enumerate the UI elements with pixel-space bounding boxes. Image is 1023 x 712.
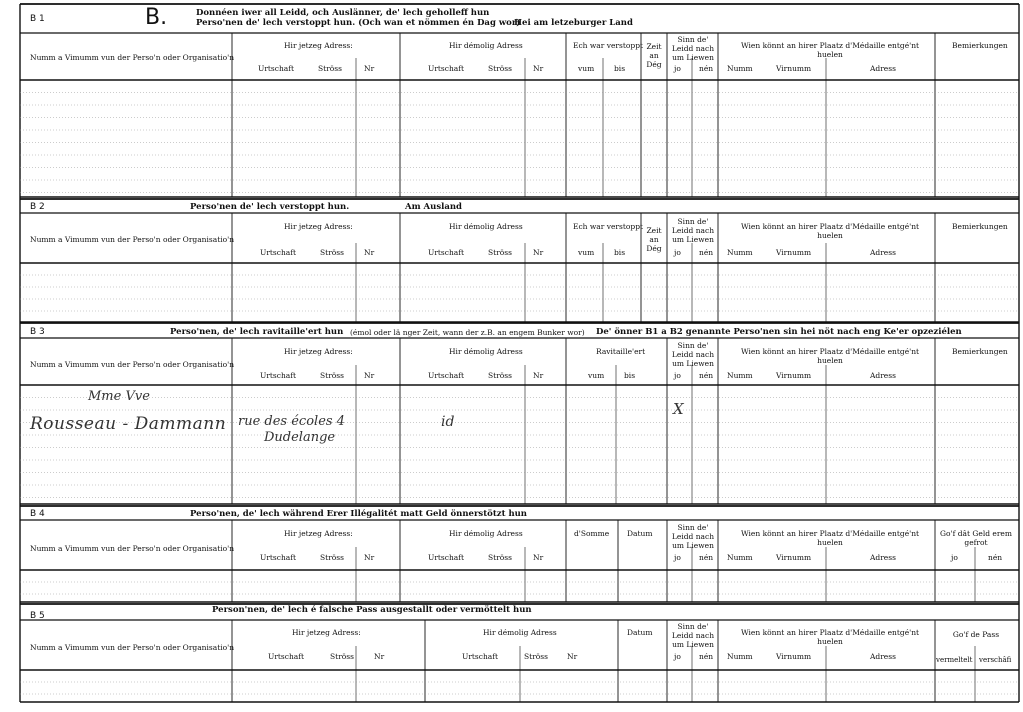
b4-yes-header: jo [674, 553, 681, 562]
b1-name-header: Numm a Vimumm vun der Perso'n oder Organisatio'n [30, 53, 235, 62]
b5-place-header: Urtschaft [268, 652, 305, 661]
b3-former-place-header: Urtschaft [428, 371, 465, 380]
b1-title-right: Hei am letzeburger Land [514, 18, 633, 28]
b3-firstname-header: Virnumm [776, 371, 812, 380]
b3-until-header: bis [624, 371, 636, 380]
b3-from-header: vum [588, 371, 605, 380]
b5-former-street-header: Ströss [524, 652, 548, 661]
b2-former-street-header: Ströss [488, 248, 512, 257]
b3-no-header: nén [699, 371, 714, 380]
b4-number-header: Nr [364, 553, 375, 562]
b5-medal-header: Wien könnt an hirer Plaatz d'Médaille entgé'nt huelen [740, 628, 920, 646]
b2-former-address-header: Hir démolig Adress [449, 222, 523, 231]
b2-former-place-header: Urtschaft [428, 248, 465, 257]
b2-current-address-header: Hir jetzeg Adress: [284, 222, 353, 231]
b3-supplied-header: Ravitaille'ert [596, 347, 646, 356]
b1-firstname-header: Virnumm [776, 64, 812, 73]
b1-until-header: bis [614, 64, 626, 73]
b2-remarks-header: Bemierkungen [952, 222, 1008, 231]
b2-section-id: B 2 [30, 202, 45, 212]
b3-surname-header: Numm [727, 371, 753, 380]
b4-sum-header: d'Somme [574, 529, 610, 538]
b4-date-header: Datum [627, 529, 653, 538]
b1-title-line1: Donnéen iwer all Leidd, och Auslänner, de' lech geholleff hun [196, 8, 490, 18]
b3-title-tail: De' önner B1 a B2 genannte Perso'nen sin hei nöt nach eng Ke'er opzeziélen [596, 327, 962, 337]
b3-former-address-header: Hir démolig Adress [449, 347, 523, 356]
b4-place-header: Urtschaft [260, 553, 297, 562]
b5-pass-lost: verschâfi [979, 656, 1012, 664]
form-letter: B. [145, 5, 168, 30]
b1-section-id: B 1 [30, 14, 45, 24]
b5-section-id: B 5 [30, 611, 45, 621]
b5-current-address-header: Hir jetzeg Adress: [292, 628, 361, 637]
b5-pass-header: Go'f de Pass [952, 630, 1000, 639]
b1-medal-header: Wien könnt an hirer Plaatz d'Médaille entgé'nt huelen [740, 41, 920, 59]
b5-firstname-header: Virnumm [776, 652, 812, 661]
b3-address-header: Adress [870, 371, 896, 380]
b1-title-line2: Perso'nen de' lech verstoppt hun. (Och wan et nömmen én Dag wor) [196, 18, 521, 28]
b1-hidden-header: Ech war verstoppt [573, 41, 644, 50]
b4-section-id: B 4 [30, 509, 45, 519]
b2-surname-header: Numm [727, 248, 753, 257]
b3-street-header: Ströss [320, 371, 344, 380]
b4-street-header: Ströss [320, 553, 344, 562]
b3-current-address-header: Hir jetzeg Adress: [284, 347, 353, 356]
b3-section-id: B 3 [30, 327, 45, 337]
b5-pass-issued: vermeltelt [936, 656, 973, 664]
b5-name-header: Numm a Vimumm vun der Perso'n oder Organisatio'n [30, 643, 235, 652]
b4-name-header: Numm a Vimumm vun der Perso'n oder Organisatio'n [30, 544, 235, 553]
b4-medal-header: Wien könnt an hirer Plaatz d'Médaille entgé'nt huelen [740, 529, 920, 547]
b3-number-header: Nr [364, 371, 375, 380]
b4-former-address-header: Hir démolig Adress [449, 529, 523, 538]
b5-former-address-header: Hir démolig Adress [483, 628, 557, 637]
b2-until-header: bis [614, 248, 626, 257]
b3-title: Perso'nen, de' lech ravitaille'ert hun [170, 327, 344, 337]
b1-yes-header: jo [674, 64, 681, 73]
b2-title: Perso'nen de' lech verstoppt hun. [190, 202, 350, 212]
b3-former-street-header: Ströss [488, 371, 512, 380]
b2-yes-header: jo [674, 248, 681, 257]
b3-title-paren: (émol oder lä nger Zeit, wann der z.B. an engem Bunker wor) [350, 328, 585, 337]
b4-money-header: Go'f dât Geld erem gefrot [940, 529, 1012, 547]
b3-place-header: Urtschaft [260, 371, 297, 380]
b1-former-street-header: Ströss [488, 64, 512, 73]
b2-title-right: Am Ausland [405, 202, 462, 212]
b4-firstname-header: Virnumm [776, 553, 812, 562]
b1-remarks-header: Bemierkungen [952, 41, 1008, 50]
b2-address-header: Adress [870, 248, 896, 257]
b2-firstname-header: Virnumm [776, 248, 812, 257]
b1-current-address-header: Hir jetzeg Adress: [284, 41, 353, 50]
b3-hw-street: rue des écoles 4 [238, 414, 345, 429]
b4-alive-header: Sinn de' Leidd nach um Liewen [671, 523, 715, 550]
b3-name-header: Numm a Vimumm vun der Perso'n oder Organisatio'n [30, 360, 235, 369]
b4-former-place-header: Urtschaft [428, 553, 465, 562]
b3-hw-former: id [441, 414, 455, 430]
b4-money-yes: jo [951, 553, 958, 562]
b3-medal-header: Wien könnt an hirer Plaatz d'Médaille entgé'nt huelen [740, 347, 920, 365]
b3-remarks-header: Bemierkungen [952, 347, 1008, 356]
b5-former-number-header: Nr [567, 652, 578, 661]
b5-alive-header: Sinn de' Leidd nach um Liewen [671, 622, 715, 649]
b3-yes-header: jo [674, 371, 681, 380]
b3-hw-name: Rousseau - Dammann [30, 414, 227, 434]
b1-from-header: vum [578, 64, 595, 73]
b2-medal-header: Wien könnt an hirer Plaatz d'Médaille entgé'nt huelen [740, 222, 920, 240]
b2-time-header: Zeit an Dég [646, 226, 662, 253]
b1-place-header: Urtschaft [258, 64, 295, 73]
b4-title: Perso'nen, de' lech während Erer Illégalitét matt Geld önnerstötzt hun [190, 509, 527, 519]
b5-date-header: Datum [627, 628, 653, 637]
b4-former-street-header: Ströss [488, 553, 512, 562]
b5-street-header: Ströss [330, 652, 354, 661]
b2-former-number-header: Nr [533, 248, 544, 257]
b2-alive-header: Sinn de' Leidd nach um Liewen [671, 217, 715, 244]
b5-address-header: Adress [870, 652, 896, 661]
b4-surname-header: Numm [727, 553, 753, 562]
b2-place-header: Urtschaft [260, 248, 297, 257]
b1-former-number-header: Nr [533, 64, 544, 73]
b2-from-header: vum [578, 248, 595, 257]
b2-number-header: Nr [364, 248, 375, 257]
b1-no-header: nén [699, 64, 714, 73]
b3-former-number-header: Nr [533, 371, 544, 380]
b4-no-header: nén [699, 553, 714, 562]
b1-number-header: Nr [364, 64, 375, 73]
b3-hw-place: Dudelange [264, 430, 336, 445]
b2-hidden-header: Ech war verstoppt [573, 222, 644, 231]
b2-name-header: Numm a Vimumm vun der Perso'n oder Organisatio'n [30, 235, 235, 244]
b1-time-header: Zeit an Dég [646, 42, 662, 69]
b4-address-header: Adress [870, 553, 896, 562]
b1-street-header: Ströss [318, 64, 342, 73]
b4-former-number-header: Nr [533, 553, 544, 562]
b4-current-address-header: Hir jetzeg Adress: [284, 529, 353, 538]
b3-alive-header: Sinn de' Leidd nach um Liewen [671, 341, 715, 368]
b5-no-header: nén [699, 652, 714, 661]
b1-address-header: Adress [870, 64, 896, 73]
b1-former-address-header: Hir démolig Adress [449, 41, 523, 50]
b5-yes-header: jo [674, 652, 681, 661]
b5-title: Person'nen, de' lech é falsche Pass ausgestallt oder vermöttelt hun [212, 605, 532, 615]
b2-no-header: nén [699, 248, 714, 257]
b5-surname-header: Numm [727, 652, 753, 661]
b3-hw-title: Mme Vve [88, 389, 150, 404]
b5-former-place-header: Urtschaft [462, 652, 499, 661]
b2-street-header: Ströss [320, 248, 344, 257]
b5-number-header: Nr [374, 652, 385, 661]
b4-money-no: nén [988, 553, 1003, 562]
b1-alive-header: Sinn de' Leidd nach um Liewen [671, 35, 715, 62]
b1-surname-header: Numm [727, 64, 753, 73]
b3-hw-mark: X [673, 400, 684, 418]
b1-former-place-header: Urtschaft [428, 64, 465, 73]
